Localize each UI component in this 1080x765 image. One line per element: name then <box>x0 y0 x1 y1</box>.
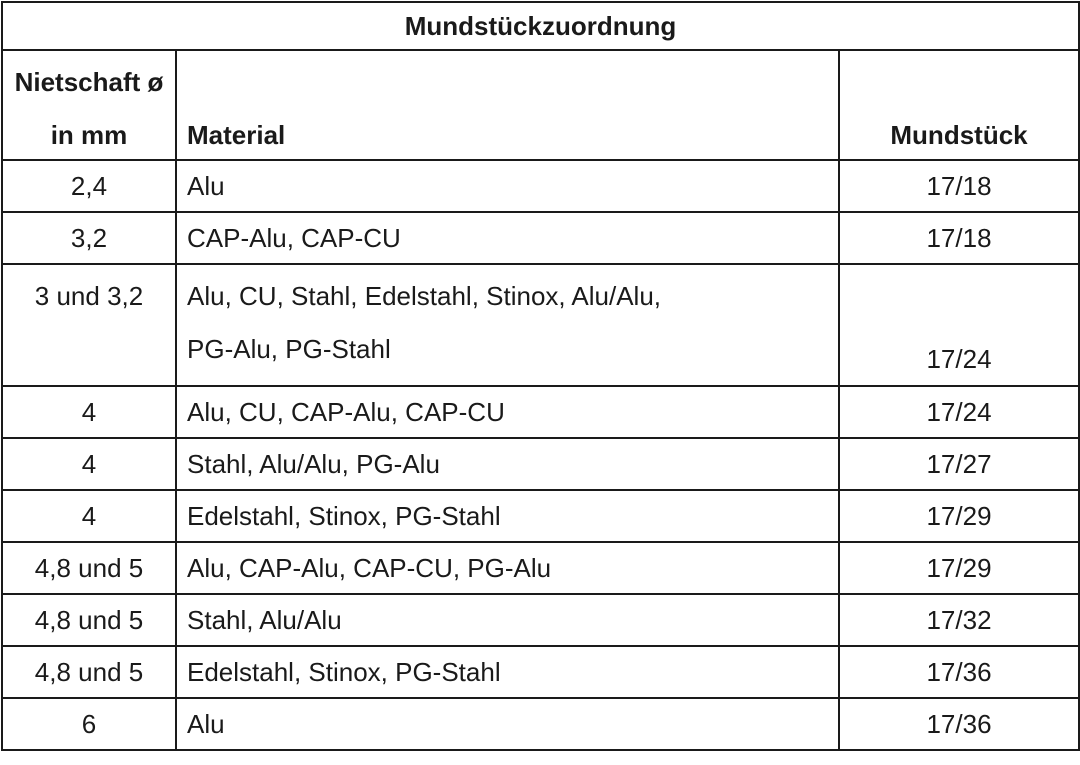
header-diameter-line2: in mm <box>50 120 128 150</box>
table-row <box>2 386 1079 438</box>
cell-nozzle: 17/29 <box>839 490 1079 542</box>
table-row <box>2 490 1079 542</box>
table-row <box>2 212 1079 264</box>
cell-nozzle: 17/18 <box>839 212 1079 264</box>
table-header-row <box>2 50 1079 160</box>
table-title: Mundstückzuordnung <box>2 2 1079 50</box>
nozzle-assignment-table <box>1 1 1080 751</box>
table-row <box>2 594 1079 646</box>
cell-diameter: 6 <box>2 698 176 750</box>
cell-material: Alu <box>176 698 839 750</box>
cell-nozzle: 17/24 <box>839 386 1079 438</box>
cell-nozzle: 17/32 <box>839 594 1079 646</box>
cell-material-line2: PG-Alu, PG-Stahl <box>187 334 391 364</box>
header-nozzle: Mundstück <box>839 50 1079 160</box>
cell-material: Stahl, Alu/Alu <box>176 594 839 646</box>
cell-diameter: 4,8 und 5 <box>2 542 176 594</box>
cell-diameter: 3 und 3,2 <box>2 264 176 386</box>
cell-material: Edelstahl, Stinox, PG-Stahl <box>176 646 839 698</box>
cell-nozzle: 17/36 <box>839 646 1079 698</box>
cell-diameter: 4 <box>2 490 176 542</box>
table-title-row <box>2 2 1079 50</box>
cell-nozzle: 17/36 <box>839 698 1079 750</box>
cell-diameter: 3,2 <box>2 212 176 264</box>
cell-material-line1: Alu, CU, Stahl, Edelstahl, Stinox, Alu/Alu, <box>187 281 662 311</box>
table-row <box>2 646 1079 698</box>
header-diameter-line1: Nietschaft ø <box>14 67 164 97</box>
header-diameter <box>2 50 176 160</box>
table-row <box>2 438 1079 490</box>
cell-material: Alu, CU, CAP-Alu, CAP-CU <box>176 386 839 438</box>
cell-material: Stahl, Alu/Alu, PG-Alu <box>176 438 839 490</box>
cell-diameter: 4 <box>2 386 176 438</box>
cell-material: Alu, CAP-Alu, CAP-CU, PG-Alu <box>176 542 839 594</box>
cell-nozzle: 17/27 <box>839 438 1079 490</box>
cell-material <box>176 264 839 386</box>
cell-nozzle: 17/24 <box>839 264 1079 386</box>
cell-material: Alu <box>176 160 839 212</box>
cell-nozzle: 17/18 <box>839 160 1079 212</box>
table-row <box>2 698 1079 750</box>
cell-material: Edelstahl, Stinox, PG-Stahl <box>176 490 839 542</box>
header-material: Material <box>176 50 839 160</box>
table-row <box>2 264 1079 386</box>
cell-nozzle: 17/29 <box>839 542 1079 594</box>
table-row <box>2 542 1079 594</box>
cell-diameter: 2,4 <box>2 160 176 212</box>
table-row <box>2 160 1079 212</box>
cell-diameter: 4 <box>2 438 176 490</box>
cell-diameter: 4,8 und 5 <box>2 594 176 646</box>
cell-material: CAP-Alu, CAP-CU <box>176 212 839 264</box>
cell-diameter: 4,8 und 5 <box>2 646 176 698</box>
